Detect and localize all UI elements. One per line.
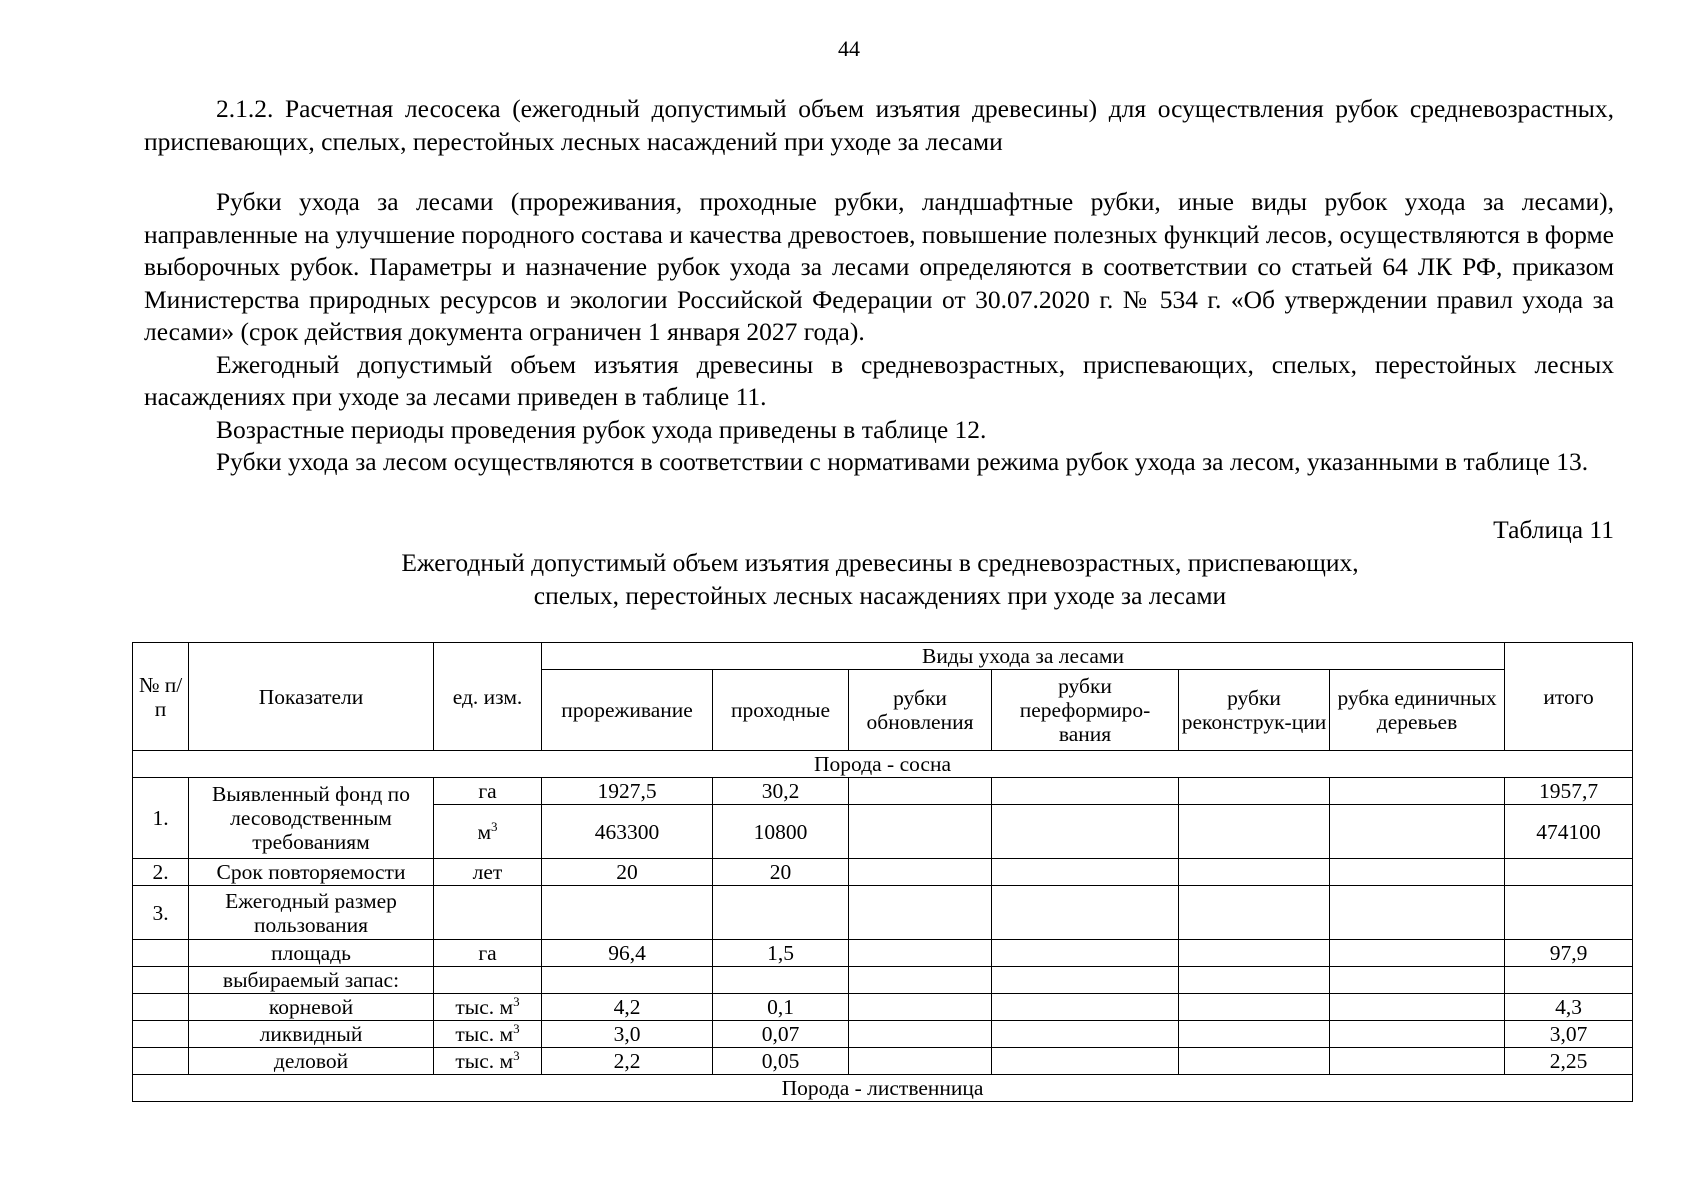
table-title (0, 547, 1698, 612)
table-row (133, 886, 1633, 940)
cell-empty (1330, 994, 1505, 1021)
cell-empty (1179, 805, 1330, 859)
cell-empty (1330, 859, 1505, 886)
cell-empty (1179, 778, 1330, 805)
cell-empty (1330, 967, 1505, 994)
section-pine: Порода - сосна (133, 751, 1633, 778)
unit-superscript: 3 (513, 1020, 520, 1036)
cell-passing: 0,05 (713, 1048, 849, 1075)
cell-empty (133, 940, 189, 967)
cell-empty (992, 778, 1179, 805)
cell-empty (1330, 1048, 1505, 1075)
cell-total: 474100 (1505, 805, 1633, 859)
cell-empty (992, 994, 1179, 1021)
header-single-trees: рубка единичных деревьев (1330, 670, 1505, 751)
cell-empty (849, 805, 992, 859)
table-row (133, 1021, 1633, 1048)
cell-empty (542, 967, 713, 994)
cell-empty (849, 1048, 992, 1075)
cell-total: 2,25 (1505, 1048, 1633, 1075)
body-text (144, 186, 1614, 479)
cell-empty (849, 967, 992, 994)
table-row (133, 1048, 1633, 1075)
table-row (133, 994, 1633, 1021)
cell-total: 4,3 (1505, 994, 1633, 1021)
table-title-line-2: спелых, перестойных лесных насаждениях при уходе за лесами (533, 580, 1227, 610)
cell-empty (1179, 967, 1330, 994)
row-indicator: ликвидный (189, 1021, 434, 1048)
cell-total: 1957,7 (1505, 778, 1633, 805)
cell-empty (992, 1021, 1179, 1048)
cell-empty (713, 886, 849, 940)
paragraph-3: Возрастные периоды проведения рубок ухода приведены в таблице 12. (216, 414, 987, 444)
cell-empty (434, 967, 542, 994)
row-num: 1. (133, 778, 189, 859)
cell-passing: 0,1 (713, 994, 849, 1021)
row-indicator: деловой (189, 1048, 434, 1075)
cell-empty (849, 859, 992, 886)
cell-passing: 1,5 (713, 940, 849, 967)
row-indicator: площадь (189, 940, 434, 967)
unit-text: м (477, 819, 492, 844)
row-indicator: выбираемый запас: (189, 967, 434, 994)
header-renewal: рубки обновления (849, 670, 992, 751)
header-unit: ед. изм. (434, 643, 542, 751)
cell-passing: 10800 (713, 805, 849, 859)
cell-empty (1179, 859, 1330, 886)
paragraph-1: Рубки ухода за лесами (прореживания, проходные рубки, ландшафтные рубки, иные виды рубок ухода за лесами), направленные на улучшение породного состава и качества древостоев, повышение полезных функций лесов, осуществляются в форме выборочных рубок. Параметры и назначение рубок ухода за лесами определяются в соответствии со статьей 64 ЛК РФ, приказом Министерства природных ресурсов и экологии Российской Федерации от 30.07.2020 г. № 534 г. «Об утверждении правил ухода за лесами» (срок действия документа ограничен 1 января 2027 года). (144, 187, 1614, 346)
section-heading-text: 2.1.2. Расчетная лесосека (ежегодный допустимый объем изъятия древесины) для осуществления рубок средневозрастных, приспевающих, спелых, перестойных лесных насаждений при уходе за лесами (144, 94, 1614, 156)
cell-empty (133, 994, 189, 1021)
cell-thinning: 463300 (542, 805, 713, 859)
unit-text: тыс. м (455, 1022, 514, 1046)
unit-text: тыс. м (455, 1049, 514, 1073)
cell-empty (1505, 967, 1633, 994)
cell-empty (992, 805, 1179, 859)
section-heading (144, 93, 1614, 158)
header-row-1 (133, 643, 1633, 670)
cell-empty (713, 967, 849, 994)
unit-superscript: 3 (491, 818, 498, 834)
cell-empty (849, 940, 992, 967)
row-num: 3. (133, 886, 189, 940)
row-unit (434, 1021, 542, 1048)
cell-thinning: 96,4 (542, 940, 713, 967)
unit-superscript: 3 (513, 1047, 520, 1063)
cell-empty (1179, 994, 1330, 1021)
cell-passing: 30,2 (713, 778, 849, 805)
row-indicator: Срок повторяемости (189, 859, 434, 886)
header-reconstruction: рубки реконструк-ции (1179, 670, 1330, 751)
header-total: итого (1505, 643, 1633, 751)
cell-empty (992, 967, 1179, 994)
row-unit (434, 1048, 542, 1075)
cell-empty (1330, 1021, 1505, 1048)
paragraph-4: Рубки ухода за лесом осуществляются в соответствии с нормативами режима рубок ухода за лесом, указанными в таблице 13. (216, 447, 1589, 476)
header-care-types: Виды ухода за лесами (542, 643, 1505, 670)
cell-empty (1505, 859, 1633, 886)
cell-empty (992, 886, 1179, 940)
section-larch: Порода - лиственница (133, 1075, 1633, 1102)
cell-empty (849, 1021, 992, 1048)
table-title-line-1: Ежегодный допустимый объем изъятия древесины в средневозрастных, приспевающих, (401, 548, 1359, 577)
cell-empty (1179, 886, 1330, 940)
header-indicator: Показатели (189, 643, 434, 751)
unit-superscript: 3 (513, 993, 520, 1009)
cell-empty (542, 886, 713, 940)
section-row-larch (133, 1075, 1633, 1102)
cell-empty (434, 886, 542, 940)
cell-empty (1179, 1021, 1330, 1048)
cell-empty (992, 859, 1179, 886)
cell-total: 97,9 (1505, 940, 1633, 967)
cell-empty (849, 994, 992, 1021)
harvest-volume-table (132, 642, 1633, 1102)
cell-thinning: 20 (542, 859, 713, 886)
cell-empty (133, 1048, 189, 1075)
cell-empty (849, 886, 992, 940)
page-number: 44 (838, 36, 860, 61)
cell-empty (1330, 805, 1505, 859)
cell-empty (849, 778, 992, 805)
unit-text: тыс. м (455, 995, 514, 1019)
cell-empty (1330, 886, 1505, 940)
cell-total: 3,07 (1505, 1021, 1633, 1048)
row-unit (434, 994, 542, 1021)
table-row (133, 859, 1633, 886)
row-unit: га (434, 778, 542, 805)
row-unit: га (434, 940, 542, 967)
cell-passing: 20 (713, 859, 849, 886)
cell-empty (1330, 778, 1505, 805)
cell-empty (992, 940, 1179, 967)
header-num: № п/п (133, 643, 189, 751)
cell-thinning: 2,2 (542, 1048, 713, 1075)
row-unit (434, 805, 542, 859)
cell-empty (1179, 940, 1330, 967)
header-thinning: прореживание (542, 670, 713, 751)
paragraph-2: Ежегодный допустимый объем изъятия древесины в средневозрастных, приспевающих, спелых, перестойных лесных насаждениях при уходе за лесами приведен в таблице 11. (144, 349, 1614, 411)
header-passing: проходные (713, 670, 849, 751)
table-row (133, 967, 1633, 994)
row-indicator: корневой (189, 994, 434, 1021)
cell-empty (133, 967, 189, 994)
section-row-pine (133, 751, 1633, 778)
cell-thinning: 1927,5 (542, 778, 713, 805)
table-row (133, 778, 1633, 805)
table-row (133, 940, 1633, 967)
cell-empty (992, 1048, 1179, 1075)
header-reforming: рубки переформиро-вания (992, 670, 1179, 751)
row-indicator: Ежегодный размер пользования (189, 886, 434, 940)
cell-thinning: 4,2 (542, 994, 713, 1021)
cell-empty (1505, 886, 1633, 940)
cell-thinning: 3,0 (542, 1021, 713, 1048)
cell-empty (133, 1021, 189, 1048)
row-unit: лет (434, 859, 542, 886)
cell-empty (1330, 940, 1505, 967)
row-num: 2. (133, 859, 189, 886)
row-indicator: Выявленный фонд по лесоводственным требованиям (189, 778, 434, 859)
cell-empty (1179, 1048, 1330, 1075)
table-label: Таблица 11 (1493, 515, 1614, 544)
cell-passing: 0,07 (713, 1021, 849, 1048)
